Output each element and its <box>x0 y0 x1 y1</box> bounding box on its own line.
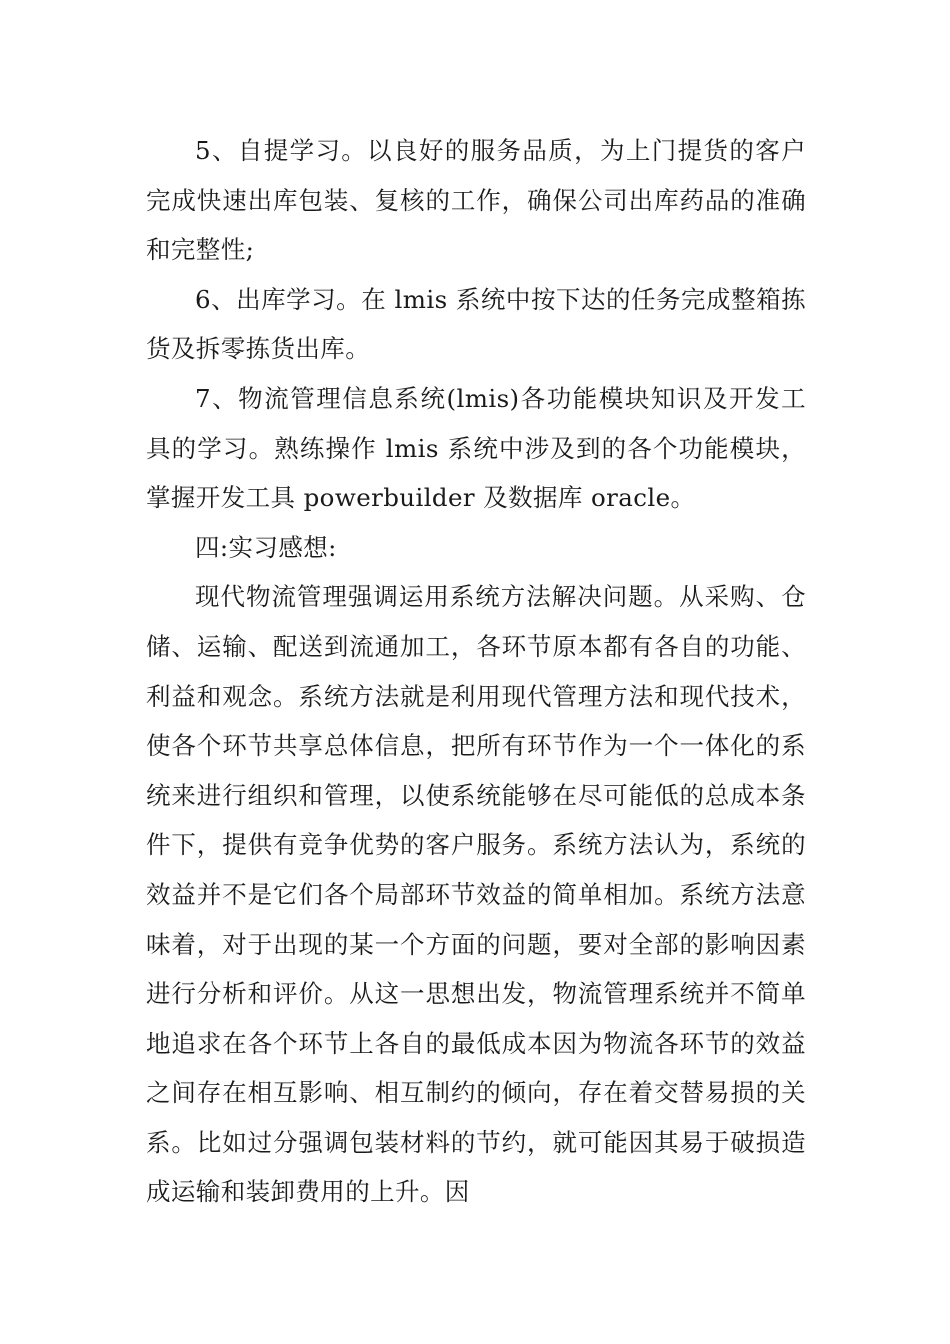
section-heading-reflections: 四:实习感想: <box>195 532 337 562</box>
paragraph-reflections: 现代物流管理强调运用系统方法解决问题。从采购、仓储、运输、配送到流通加工，各环节原本都有各自的功能、利益和观念。系统方法就是利用现代管理方法和现代技术，使各个环节共享总体信息，把所有环节作为一个一体化的系统来进行组织和管理，以使系统能够在尽可能低的总成本条件下，提供有竞争优势的客户服务。系统方法认为，系统的效益并不是它们各个局部环节效益的简单相加。系统方法意味着，对于出现的某一个方面的问题，要对全部的影响因素进行分析和评价。从这一思想出发，物流管理系统并不简单地追求在各个环节上各自的最低成本因为物流各环节的效益之间存在相互影响、相互制约的倾向，存在着交替易损的关系。比如过分强调包装材料的节约，就可能因其易于破损造成运输和装卸费用的上升。因 <box>146 582 806 1207</box>
paragraph-self-pickup: 5、自提学习。以良好的服务品质，为上门提货的客户完成快速出库包装、复核的工作，确保公司出库药品的准确和完整性; <box>146 136 806 265</box>
document-body <box>146 126 806 1217</box>
paragraph-outbound: 6、出库学习。在 lmis 系统中按下达的任务完成整箱拣货及拆零拣货出库。 <box>146 284 806 364</box>
paragraph-lmis: 7、物流管理信息系统(lmis)各功能模块知识及开发工具的学习。熟练操作 lmis 系统中涉及到的各个功能模块，掌握开发工具 powerbuilder 及数据库 oracle。 <box>146 383 806 513</box>
